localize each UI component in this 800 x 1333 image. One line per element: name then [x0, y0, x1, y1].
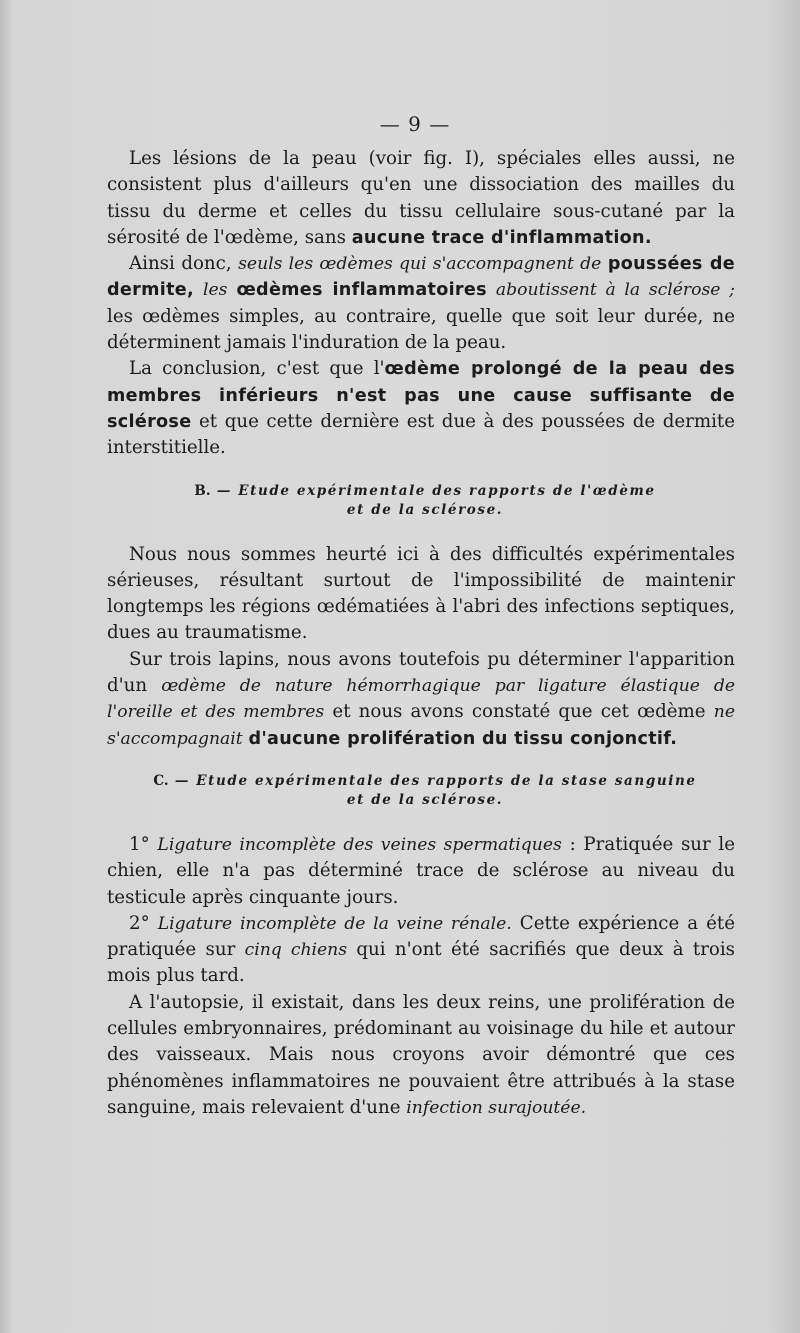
text-run: Nous nous sommes heurté ici à des difficultés expérimentales sérieuses, résultant surtout de l'impossibilité de maintenir longtemps les régions œdématiées à l'abri des infections septiques, dues au traumatisme.: [107, 543, 735, 644]
paragraph-ainsi-donc: [107, 251, 735, 356]
italic-phrase: aboutissent à la sclérose ;: [495, 280, 735, 301]
paragraph-autopsie: [107, 990, 735, 1121]
text-run: [228, 279, 237, 300]
bold-phrase: aucune trace d'inflammation.: [351, 227, 652, 248]
section-heading-line: et de la sclérose.: [346, 791, 504, 808]
bold-phrase: poussées de dermite,: [107, 254, 735, 301]
paragraph-difficultes: [107, 542, 735, 647]
text-run: et nous avons constaté que cet œdème: [324, 701, 714, 723]
text-run: A l'autopsie, il existait, dans les deux reins, une prolifération de cellules embryonnaires, prédominant au voisinage du hile et autour des vaisseaux. Mais nous croyons avoir démontré que ces phénomènes inflammatoires ne pouvaient être attribués à la stase sanguine, mais relevaient d'une: [107, 991, 735, 1118]
page-number: — 9 —: [379, 112, 451, 136]
paragraph-lapins: [107, 647, 735, 752]
bold-phrase: œdèmes inflammatoires: [236, 280, 487, 301]
text-run: les œdèmes simples, au contraire, quelle que soit leur durée, ne déterminent jamais l'induration de la peau.: [107, 305, 735, 354]
text-run: Cette expérience a été pratiquée sur: [107, 912, 735, 961]
section-heading-line: [115, 772, 735, 791]
italic-phrase: infection surajoutée.: [406, 1097, 587, 1118]
section-heading-line: [115, 482, 735, 501]
page-body: [107, 146, 735, 1121]
section-letter: B.: [194, 482, 211, 499]
section-heading-c: [107, 772, 735, 810]
italic-phrase: cinq chiens: [244, 940, 348, 961]
section-title: — Etude expérimentale des rapports de l'œdème: [210, 482, 656, 499]
italic-phrase: ne s'accompagnait: [107, 702, 735, 749]
bold-phrase: œdème prolongé de la peau des membres inférieurs n'est pas une cause suffisante de sclérose: [107, 359, 736, 432]
text-run: [487, 279, 496, 300]
italic-phrase: seuls les œdèmes qui s'accompagnent de: [238, 254, 602, 275]
italic-phrase: Ligature incomplète des veines spermatiques: [157, 834, 562, 855]
text-run: 2°: [129, 912, 158, 934]
paragraph-veines-spermatiques: [107, 832, 735, 911]
text-run: qui n'ont été sacrifiés que deux à trois mois plus tard.: [107, 939, 735, 987]
text-run: Sur trois lapins, nous avons toutefois pu déterminer l'apparition d'un: [107, 648, 735, 697]
paragraph-conclusion: [107, 356, 735, 461]
italic-phrase: les: [203, 280, 228, 301]
text-run: Ainsi donc,: [129, 253, 239, 275]
text-run: : Pratiquée sur le chien, elle n'a pas déterminé trace de sclérose au niveau du testicule après cinquante jours.: [107, 833, 736, 908]
paragraph-skin-lesions: [107, 146, 735, 251]
text-run: La conclusion, c'est que l': [129, 358, 385, 380]
italic-phrase: œdème de nature hémorrhagique par ligature élastique de l'oreille et des membres: [107, 676, 735, 723]
italic-phrase: Ligature incomplète de la veine rénale.: [157, 913, 512, 934]
section-heading-line: et de la sclérose.: [346, 501, 504, 518]
text-run: [194, 279, 203, 300]
text-run: Les lésions de la peau (voir fig. I), spéciales elles aussi, ne consistent plus d'ailleurs qu'en une dissociation des mailles du tissu du derme et celles du tissu cellulaire sous-cutané par la sérosité de l'œdème, sans: [107, 148, 735, 248]
text-run: et que cette dernière est due à des poussées de dermite interstitielle.: [107, 410, 735, 459]
bold-phrase: d'aucune prolifération du tissu conjonctif.: [248, 728, 678, 749]
section-heading-b: [107, 482, 735, 520]
section-title: — Etude expérimentale des rapports de la stase sanguine: [168, 772, 697, 789]
text-run: 1°: [129, 833, 158, 855]
paragraph-veine-renale: [107, 911, 735, 990]
section-letter: C.: [153, 772, 169, 789]
